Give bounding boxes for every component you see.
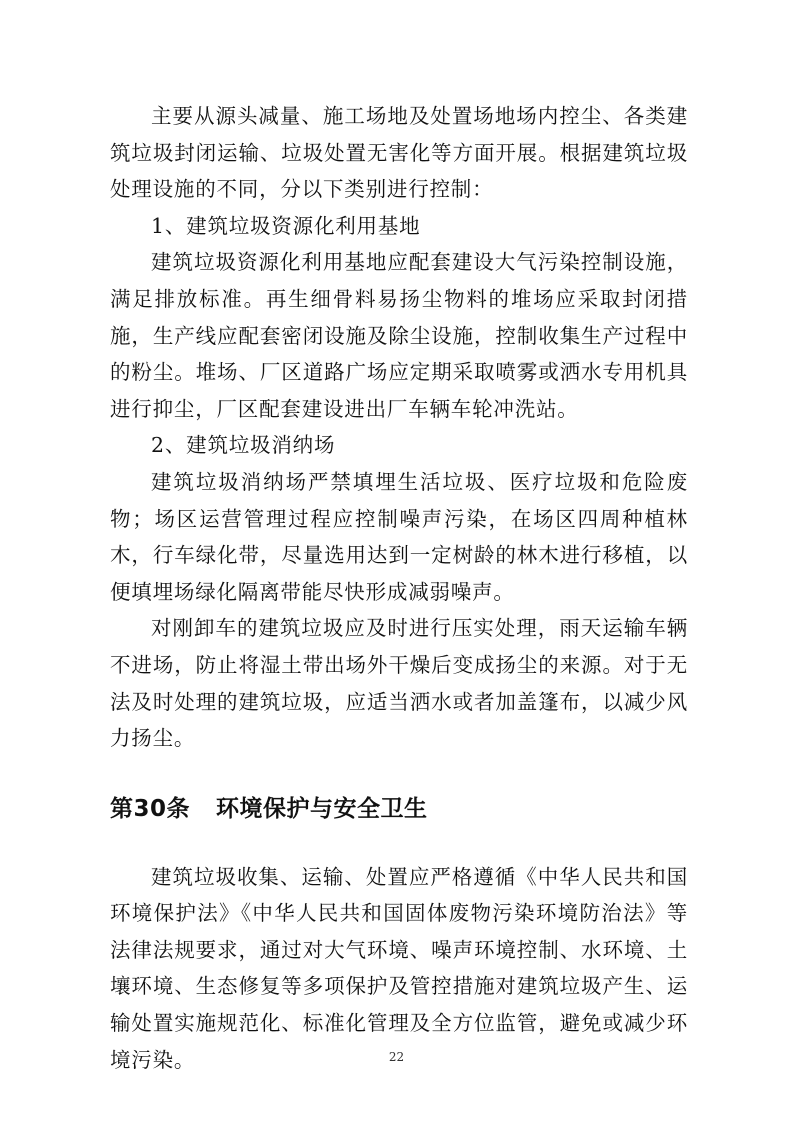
section-heading <box>110 789 688 829</box>
item-2-paragraph: 建筑垃圾消纳场严禁填埋生活垃圾、医疗垃圾和危险废物；场区运营管理过程应控制噪声污染，在场区四周种植林木，行车绿化带，尽量选用达到一定树龄的林木进行移植，以便填埋场绿化隔离带能尽快形成减弱噪声。 <box>110 469 688 604</box>
section-paragraph: 建筑垃圾收集、运输、处置应严格遵循《中华人民共和国环境保护法》《中华人民共和国固体废物污染环境防治法》等法律法规要求，通过对大气环境、噪声环境控制、水环境、土壤环境、生态修复等多项保护及管控措施对建筑垃圾产生、运输处置实施规范化、标准化管理及全方位监管，避免或减少环境污染。 <box>110 864 688 1072</box>
item-2-heading: 2、建筑垃圾消纳场 <box>151 433 336 458</box>
item-1-heading: 1、建筑垃圾资源化利用基地 <box>151 213 421 238</box>
section-number: 第30条 <box>110 795 191 822</box>
intro-paragraph: 主要从源头减量、施工场地及处置场地场内控尘、各类建筑垃圾封闭运输、垃圾处置无害化等方面开展。根据建筑垃圾处理设施的不同，分以下类别进行控制： <box>110 104 688 202</box>
item-1-paragraph: 建筑垃圾资源化利用基地应配套建设大气污染控制设施，满足排放标准。再生细骨料易扬尘物料的堆场应采取封闭措施，生产线应配套密闭设施及除尘设施，控制收集生产过程中的粉尘。堆场、厂区道路广场应定期采取喷雾或洒水专用机具进行抑尘，厂区配套建设进出厂车辆车轮冲洗站。 <box>110 250 688 421</box>
section-title: 环境保护与安全卫生 <box>216 795 428 822</box>
page-content <box>110 98 688 1078</box>
item-2-paragraph-continued: 对刚卸车的建筑垃圾应及时进行压实处理，雨天运输车辆不进场，防止将湿土带出场外干燥后变成扬尘的来源。对于无法及时处理的建筑垃圾，应适当洒水或者加盖篷布，以减少风力扬尘。 <box>110 616 688 751</box>
page-number: 22 <box>388 1050 405 1064</box>
